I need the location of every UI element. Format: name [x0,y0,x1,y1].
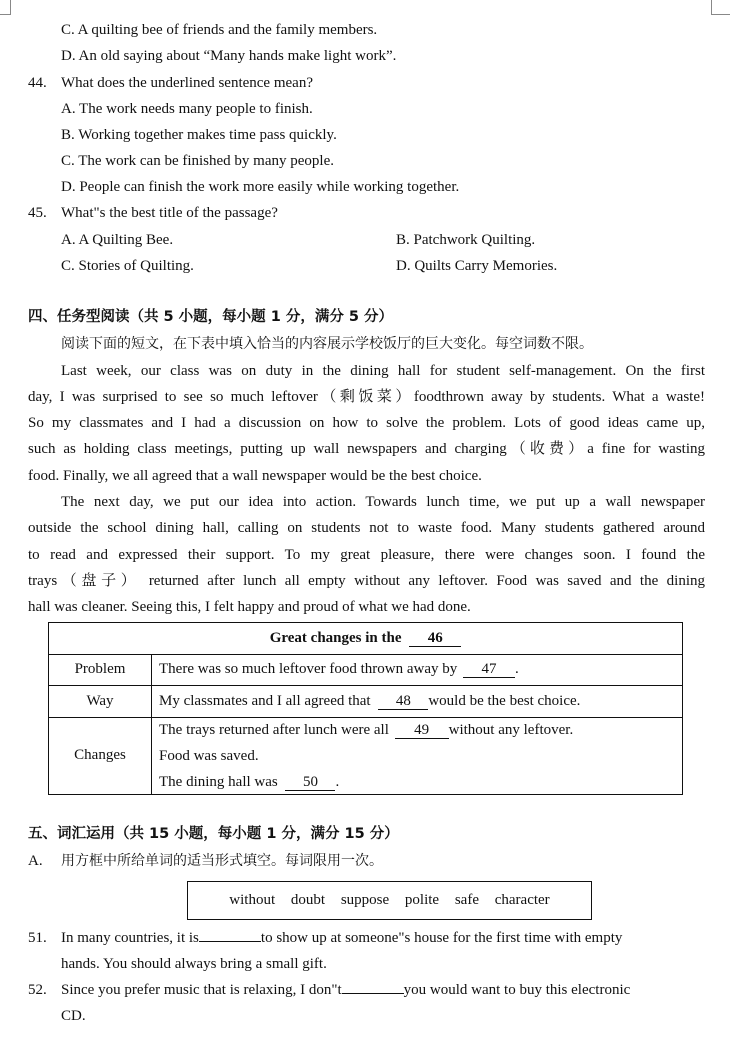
word-box [187,881,592,920]
q52-start: Since you prefer music that is relaxing, I don"t [61,982,342,998]
passage-p1-line5: food. Finally, we all agreed that a wall newspaper would be the best choice. [28,468,482,484]
crop-mark-left [0,0,11,15]
q44-stem: What does the underlined sentence mean? [61,75,313,91]
crop-mark-right [711,0,730,15]
passage-p1-line4: such as holding class meetings, putting up wall newspapers and charging（收费）a fine for wasting [28,441,705,457]
passage-p2-line5: hall was cleaner. Seeing this, I felt happy and proud of what we had done. [28,599,471,615]
passage-p2-line2: outside the school dining hall, calling on students not to waste food. Many students gathered around [28,520,705,536]
changes-line3 [159,772,339,792]
word-item: suppose [340,892,390,908]
blank-52[interactable] [342,993,404,994]
q45-stem: What"s the best title of the passage? [61,205,278,221]
blank-48[interactable]: 48 [378,693,428,710]
changes-table [48,622,683,795]
problem-label: Problem [49,654,152,685]
way-cell [159,691,580,711]
word-item: without [229,892,276,908]
table-row-problem [49,654,682,686]
q44-option-a: A. The work needs many people to finish. [61,101,313,117]
blank-50[interactable]: 50 [285,774,335,791]
q45-option-a: A. A Quilting Bee. [61,232,174,248]
q44-option-d: D. People can finish the work more easily while working together. [61,179,460,195]
q52-line1 [61,980,630,1000]
passage-p2-line3: to read and expressed their support. To my great pleasure, there were changes soon. I found the [28,547,705,563]
q52-number: 52. [28,982,47,998]
q51-number: 51. [28,930,47,946]
way-text: My classmates and I all agreed that [159,693,371,709]
blank-51[interactable] [199,941,261,942]
table-row-changes [49,717,682,794]
blank-49[interactable]: 49 [395,722,449,739]
word-item: character [494,892,550,908]
passage-p2-line4: trays（盘子） returned after lunch all empty without any leftover. Food was saved and the dining [28,573,705,589]
q51-line1 [61,928,622,948]
q45-option-c: C. Stories of Quilting. [61,258,194,274]
table-title: Great changes in the [269,630,402,646]
table-row-way [49,685,682,718]
changes-text1-end: without any leftover. [448,722,574,738]
q45-option-d: D. Quilts Carry Memories. [396,258,558,274]
q44-option-c: C. The work can be finished by many people. [61,153,334,169]
section4-instruction: 阅读下面的短文，在下表中填入恰当的内容展示学校饭厅的巨大变化。每空词数不限。 [61,336,593,352]
section5-heading: 五、词汇运用（共 15 小题，每小题 1 分，满分 15 分） [28,826,399,842]
passage-p1-line2: day, I was surprised to see so much leftover（剩饭菜）foodthrown away by students. What a waste! [28,389,705,405]
q44-option-b: B. Working together makes time pass quickly. [61,127,337,143]
section4-heading: 四、任务型阅读（共 5 小题，每小题 1 分，满分 5 分） [28,309,394,325]
part-a-instruction: 用方框中所给单词的适当形式填空。每词限用一次。 [61,853,383,869]
way-end: would be the best choice. [428,693,581,709]
changes-label: Changes [49,717,152,794]
changes-text3: The dining hall was [159,774,278,790]
word-item: polite [404,892,440,908]
problem-cell [159,659,519,679]
q52-end: you would want to buy this electronic [403,982,631,998]
table-title-row [49,623,682,655]
blank-46[interactable]: 46 [409,630,461,647]
q51-line2: hands. You should always bring a small gift. [61,956,327,972]
way-label: Way [49,685,152,717]
q43-option-d: D. An old saying about “Many hands make light work”. [61,48,397,64]
problem-text: There was so much leftover food thrown away by [159,661,458,677]
passage-p1-line3: So my classmates and I had a discussion on how to solve the problem. Lots of good ideas came up, [28,415,705,431]
word-item: doubt [290,892,326,908]
blank-47[interactable]: 47 [463,661,515,678]
q52-line2: CD. [61,1008,86,1024]
q45-option-b: B. Patchwork Quilting. [396,232,536,248]
passage-p2-line1: The next day, we put our idea into action. Towards lunch time, we put up a wall newspaper [61,494,705,510]
q51-start: In many countries, it is [61,930,199,946]
part-a-label: A. [28,853,43,869]
q51-end: to show up at someone"s house for the first time with empty [260,930,623,946]
q44-number: 44. [28,75,47,91]
changes-text3-end: . [335,774,340,790]
changes-line1 [159,720,573,740]
word-item: safe [454,892,479,908]
passage-p1-line1: Last week, our class was on duty in the dining hall for student self-management. On the first [61,363,705,379]
changes-line2: Food was saved. [159,748,259,764]
problem-end: . [515,661,519,677]
changes-text1: The trays returned after lunch were all [159,722,389,738]
q43-option-c: C. A quilting bee of friends and the family members. [61,22,378,38]
q45-number: 45. [28,205,47,221]
